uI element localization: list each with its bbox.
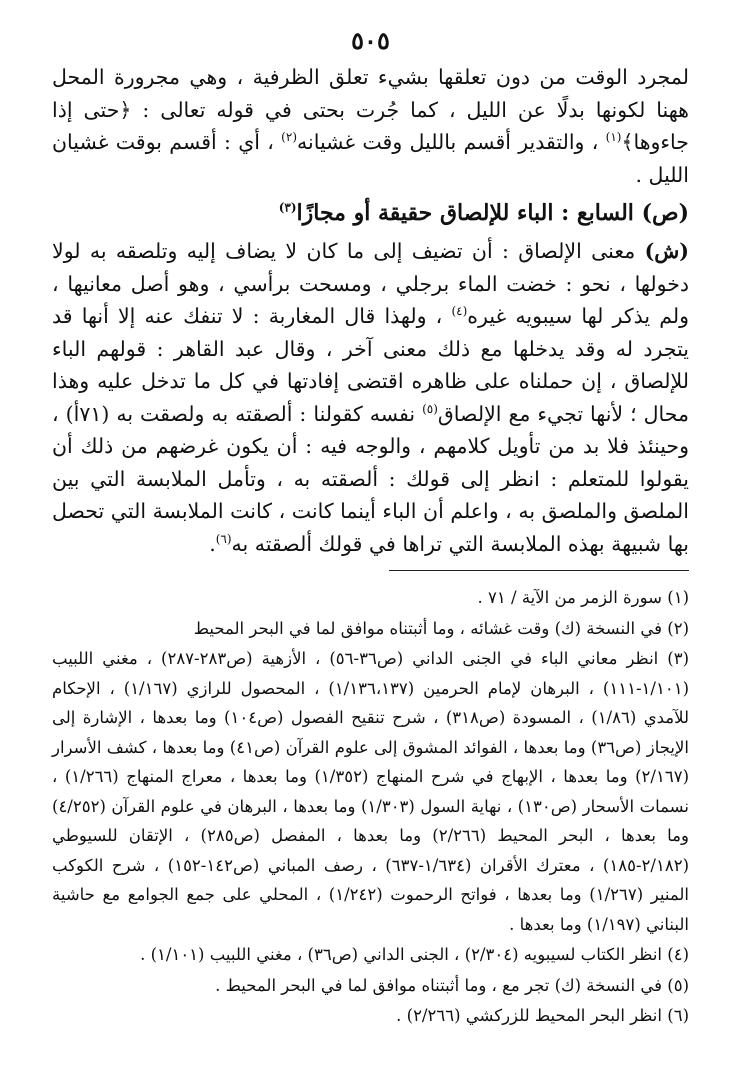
footnote-number: (١) xyxy=(667,588,689,607)
footnote-number: (٢) xyxy=(667,618,689,638)
footnote-4 xyxy=(52,940,689,970)
footnote-6 xyxy=(52,1001,689,1031)
paragraph-2-end: . xyxy=(209,531,216,556)
heading-mark: (ص) xyxy=(641,200,689,226)
footnote-ref-1[interactable]: (١) xyxy=(605,130,622,145)
footnote-2 xyxy=(52,614,689,644)
footnote-text: في النسخة (ك) تجر مع ، وما أثبتناه موافق لما في البحر المحيط . xyxy=(215,975,662,995)
footnote-text: في النسخة (ك) وقت غشائه ، وما أثبتناه موافق لما في البحر المحيط xyxy=(193,618,662,638)
paragraph-1-text-b: ، والتقدير أقسم بالليل وقت غشيانه xyxy=(297,130,599,154)
footnote-ref-5[interactable]: (٥) xyxy=(422,401,438,416)
heading-text: السابع : الباء للإلصاق حقيقة أو مجازًا xyxy=(296,200,634,226)
footnote-ref-3[interactable]: (٣) xyxy=(278,200,297,215)
footnote-number: (٣) xyxy=(667,649,689,668)
page-number: ٥٠٥ xyxy=(351,26,390,55)
footnote-3 xyxy=(52,644,689,939)
footnote-number: (٦) xyxy=(667,1006,689,1025)
footnote-5 xyxy=(52,971,689,1001)
footnote-divider xyxy=(389,570,689,571)
paragraph-2-text-b: ، ولهذا قال المغاربة : لا تنفك عنه إلا أنها قد يتجرد له وقد يدخلها مع ذلك معنى آخر ، وقال عبد القاهر : قولهم الباء للإلصاق ، إن حملناه على ظاهره اقتضى إفادتها في كل ما تدخل عليه وهذا محال ؛ لأنها تجيء مع الإلصاق xyxy=(52,304,689,426)
footnote-number: (٤) xyxy=(667,945,689,964)
footnotes-list xyxy=(52,583,689,1031)
paragraph-1-text-a: لمجرد الوقت من دون تعلقها بشيء تعلق الظرفية ، وهي مجرورة المحل ههنا لكونها بدلًا عن الليل ، كما جُرت بحتى في قوله تعالى : ﴿حتى إذا جاءوها﴾ xyxy=(52,65,689,154)
footnote-text: انظر البحر المحيط للزركشي (٢/٢٦٦) . xyxy=(396,1006,662,1025)
footnote-text: سورة الزمر من الآية / ٧١ . xyxy=(477,588,662,607)
commentary-mark: (ش) xyxy=(644,239,689,263)
footnote-text: انظر معاني الباء في الجنى الداني (ص٣٦-٥٦) ، الأزهية (ص٢٨٣-٢٨٧) ، مغني اللبيب (١/١٠١-١١١) ، البرهان لإمام الحرمين (١/١٣٦،١٣٧) ، المحصول للرازي (١/١٦٧) ، الإحكام للآمدي (١/٨٦) ، المسودة (ص٣١٨) ، شرح تنقيح الفصول (ص١٠٤) وما بعدها ، الإشارة إلى الإيجاز (ص٣٦) وما بعدها ، الفوائد المشوق إلى علوم القرآن (ص٤١) وما بعدها ، كشف الأسرار (٢/١٦٧) وما بعدها ، الإبهاج في شرح المنهاج (١/٣٥٢) وما بعدها ، معراج المنهاج (١/٢٦٦) ، نسمات الأسحار (ص١٣٠) ، نهاية السول (١/٣٠٣) وما بعدها ، البرهان في علوم القرآن (٤/٢٥٢) وما بعدها ، البحر المحيط (٢/٢٦٦) وما بعدها ، المفصل (ص٢٨٥) ، الإتقان للسيوطي (٢/١٨٢-١٨٥) ، معترك الأقران (١/٦٣٤-٦٣٧) ، رصف المباني (ص١٤٢-١٥٢) ، شرح الكوكب المنير (١/٢٦٧) وما بعدها ، فواتح الرحموت (١/٢٤٢) ، المحلي على جمع الجوامع مع حاشية البناني (١/١٩٧) وما بعدها . xyxy=(52,649,689,934)
paragraph-2 xyxy=(52,235,689,560)
footnote-ref-2[interactable]: (٢) xyxy=(281,130,297,145)
footnote-ref-6[interactable]: (٦) xyxy=(215,531,232,546)
footnote-number: (٥) xyxy=(667,975,689,995)
footnote-ref-4[interactable]: (٤) xyxy=(451,304,468,319)
footnote-1 xyxy=(52,583,689,613)
footnote-text: انظر الكتاب لسيبويه (٢/٣٠٤) ، الجنى الداني (ص٣٦) ، مغني اللبيب (١/١٠١) . xyxy=(140,945,662,964)
paragraph-2-text-a: معنى الإلصاق : أن تضيف إلى ما كان لا يضاف إليه وتلصقه به لولا دخولها ، نحو : خضت الماء برجلي ، ومسحت برأسي ، وهو أصل معانيها ، ولم يذكر لها سيبويه غيره xyxy=(52,239,689,328)
paragraph-1 xyxy=(52,61,689,191)
section-heading xyxy=(52,195,689,231)
paragraph-2-text-c: نفسه كقولنا : ألصقته به ولصقت به (٧١أ) ، وحينئذ فلا بد من تأويل كلامهم ، والوجه فيه : أن يكون غرضهم من ذلك أن يقولوا للمتعلم : انظر إلى قولك : ألصقته به ، وتأمل الملابسة التي بين الملصق والملصق به ، واعلم أن الباء أينما كانت ، كانت الملابسة التي تحصل بها شبيهة بهذه الملابسة التي تراها في قولك ألصقته به xyxy=(52,401,689,556)
paragraph-1-text-c: ، أي : أقسم بوقت غشيان الليل . xyxy=(52,130,689,187)
